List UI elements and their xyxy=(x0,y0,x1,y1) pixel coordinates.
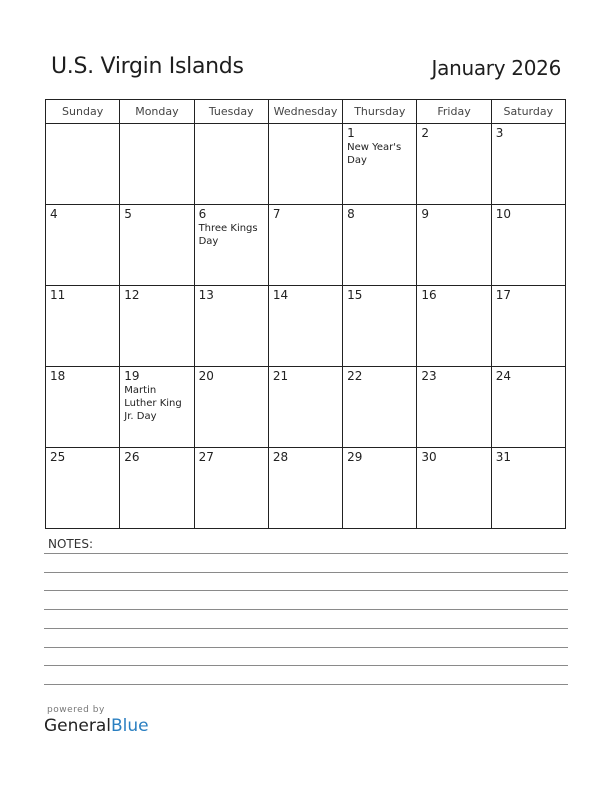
brand-general: General xyxy=(44,716,111,736)
day-number: 9 xyxy=(421,207,430,221)
notes-label: NOTES: xyxy=(48,537,93,551)
day-number: 15 xyxy=(347,288,363,302)
day-number: 21 xyxy=(272,369,289,383)
day-cell[interactable] xyxy=(343,286,417,367)
day-cell[interactable] xyxy=(46,448,120,529)
day-cell[interactable] xyxy=(120,367,194,448)
day-number: 26 xyxy=(124,450,140,464)
day-cell[interactable] xyxy=(343,367,417,448)
page-title: U.S. Virgin Islands xyxy=(51,54,244,79)
day-cell[interactable] xyxy=(194,124,268,205)
day-cell[interactable] xyxy=(268,448,342,529)
day-number: 4 xyxy=(50,207,58,221)
weekday-header-row xyxy=(46,100,566,124)
day-cell[interactable] xyxy=(120,205,194,286)
day-cell[interactable] xyxy=(343,205,417,286)
powered-by-text: powered by xyxy=(47,705,105,715)
day-cell[interactable] xyxy=(491,205,565,286)
day-cell[interactable] xyxy=(417,367,491,448)
day-number: 14 xyxy=(272,288,289,302)
day-number: 17 xyxy=(495,288,511,302)
day-number: 3 xyxy=(495,126,504,140)
day-cell[interactable] xyxy=(343,124,417,205)
calendar-grid xyxy=(45,99,566,529)
day-cell[interactable] xyxy=(417,448,491,529)
note-line xyxy=(44,628,568,629)
day-cell[interactable] xyxy=(268,124,342,205)
day-cell[interactable] xyxy=(417,205,491,286)
day-cell[interactable] xyxy=(120,286,194,367)
day-number: 6 xyxy=(198,207,207,221)
day-number: 27 xyxy=(198,450,214,464)
day-cell[interactable] xyxy=(194,286,268,367)
day-cell[interactable] xyxy=(268,286,342,367)
day-cell[interactable] xyxy=(491,448,565,529)
weekday-header: Wednesday xyxy=(268,100,342,124)
day-cell[interactable] xyxy=(491,286,565,367)
day-number: 22 xyxy=(347,369,363,383)
day-number: 5 xyxy=(124,207,132,221)
day-cell[interactable] xyxy=(46,124,120,205)
day-cell[interactable] xyxy=(491,124,565,205)
day-cell[interactable] xyxy=(268,367,342,448)
day-cell[interactable] xyxy=(120,448,194,529)
note-line xyxy=(44,553,568,554)
month-year-title: January 2026 xyxy=(431,56,561,80)
day-cell[interactable] xyxy=(194,367,268,448)
week-row xyxy=(46,448,566,529)
day-cell[interactable] xyxy=(46,367,120,448)
holiday-label: Three Kings Day xyxy=(198,223,258,247)
day-number: 13 xyxy=(198,288,214,302)
weekday-header: Saturday xyxy=(491,100,565,124)
note-line xyxy=(44,665,568,666)
day-number: 7 xyxy=(272,207,281,221)
weekday-header: Monday xyxy=(120,100,194,124)
day-number: 8 xyxy=(347,207,355,221)
weekday-header: Friday xyxy=(417,100,491,124)
week-row xyxy=(46,124,566,205)
note-line xyxy=(44,647,568,648)
day-cell[interactable] xyxy=(46,286,120,367)
day-cell[interactable] xyxy=(491,367,565,448)
holiday-label: New Year's Day xyxy=(347,142,402,166)
day-number: 29 xyxy=(347,450,363,464)
note-line xyxy=(44,684,568,685)
day-cell[interactable] xyxy=(120,124,194,205)
day-number: 2 xyxy=(421,126,430,140)
brand-logo[interactable] xyxy=(44,716,149,736)
day-cell[interactable] xyxy=(343,448,417,529)
day-number: 28 xyxy=(272,450,289,464)
day-number: 10 xyxy=(495,207,511,221)
week-row xyxy=(46,367,566,448)
day-cell[interactable] xyxy=(417,286,491,367)
day-number: 11 xyxy=(50,288,66,302)
holiday-label: Martin Luther King Jr. Day xyxy=(124,385,182,422)
note-line xyxy=(44,590,568,591)
day-number: 30 xyxy=(421,450,437,464)
day-number: 23 xyxy=(421,369,437,383)
day-cell[interactable] xyxy=(194,448,268,529)
note-line xyxy=(44,572,568,573)
day-cell[interactable] xyxy=(194,205,268,286)
day-number: 20 xyxy=(198,369,214,383)
weekday-header: Sunday xyxy=(46,100,120,124)
weekday-header: Tuesday xyxy=(194,100,268,124)
week-row xyxy=(46,286,566,367)
day-number: 16 xyxy=(421,288,437,302)
day-number: 18 xyxy=(50,369,66,383)
day-cell[interactable] xyxy=(268,205,342,286)
day-number: 12 xyxy=(124,288,140,302)
day-number: 25 xyxy=(50,450,66,464)
day-cell[interactable] xyxy=(46,205,120,286)
brand-blue: Blue xyxy=(111,716,149,736)
day-number: 31 xyxy=(495,450,511,464)
day-number: 1 xyxy=(347,126,355,140)
week-row xyxy=(46,205,566,286)
day-number: 24 xyxy=(495,369,511,383)
note-line xyxy=(44,609,568,610)
day-cell[interactable] xyxy=(417,124,491,205)
day-number: 19 xyxy=(124,369,140,383)
weekday-header: Thursday xyxy=(343,100,417,124)
